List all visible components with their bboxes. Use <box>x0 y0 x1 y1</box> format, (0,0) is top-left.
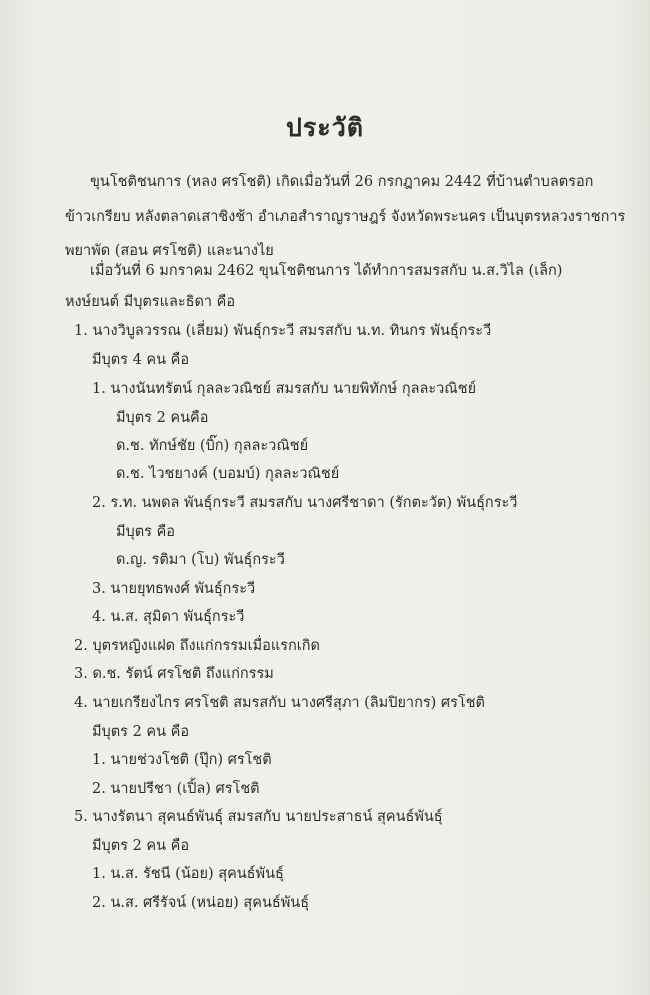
intro-line-3: พยาพัด (สอน ศรโชติ) และนางไย <box>65 243 274 259</box>
grandchild-4-1: 1. นายช่วงโชติ (ปุ๊ก) ศรโชติ <box>92 752 272 768</box>
grandchild-5-1: 1. น.ส. รัชนี (น้อย) สุคนธ์พันธุ์ <box>92 866 284 882</box>
great-grandchild-1-2-a: ด.ญ. รติมา (โบ) พันธุ์กระวี <box>116 552 285 568</box>
great-grandchild-1-1-b: ด.ช. ไวชยางค์ (บอมบ์) กุลละวณิชย์ <box>116 466 340 482</box>
grandchild-1-2: 2. ร.ท. นพดล พันธุ์กระวี สมรสกับ นางศรีชาดา (รักตะวัต) พันธุ์กระวี <box>92 495 518 511</box>
grandchild-1-2-offspring-count: มีบุตร คือ <box>116 524 175 540</box>
child-4: 4. นายเกรียงไกร ศรโชติ สมรสกับ นางศรีสุภา (ลิมปิยากร) ศรโชติ <box>74 695 485 711</box>
page-title: ประวัติ <box>286 113 364 142</box>
child-1: 1. นางวิบูลวรรณ (เลี่ยม) พันธุ์กระวี สมรสกับ น.ท. ทินกร พันธุ์กระวี <box>74 323 492 339</box>
grandchild-5-2: 2. น.ส. ศรีรัจน์ (หน่อย) สุคนธ์พันธุ์ <box>92 895 310 911</box>
grandchild-1-4: 4. น.ส. สุมิดา พันธุ์กระวี <box>92 609 245 625</box>
marriage-line-2: หงษ์ยนต์ มีบุตรและธิดา คือ <box>65 294 236 310</box>
marriage-line-1: เมื่อวันที่ 6 มกราคม 2462 ขุนโชติชนการ ได้ทำการสมรสกับ น.ส.วิไล (เล็ก) <box>90 263 563 279</box>
grandchild-1-3: 3. นายยุทธพงศ์ พันธุ์กระวี <box>92 581 256 597</box>
child-5-offspring-count: มีบุตร 2 คน คือ <box>92 838 190 854</box>
intro-line-2: ข้าวเกรียบ หลังตลาดเสาชิงช้า อำเภอสำราญราษฎร์ จังหวัดพระนคร เป็นบุตรหลวงราชการ <box>65 209 626 225</box>
child-4-offspring-count: มีบุตร 2 คน คือ <box>92 724 190 740</box>
grandchild-4-2: 2. นายปรีชา (เปิ้ล) ศรโชติ <box>92 781 260 797</box>
intro-line-1: ขุนโชติชนการ (หลง ศรโชติ) เกิดเมื่อวันที่ 26 กรกฎาคม 2442 ที่บ้านตำบลตรอก <box>90 174 594 190</box>
grandchild-1-1-offspring-count: มีบุตร 2 คนคือ <box>116 410 209 426</box>
child-3: 3. ด.ช. รัตน์ ศรโชติ ถึงแก่กรรม <box>74 666 274 682</box>
child-2: 2. บุตรหญิงแฝด ถึงแก่กรรมเมื่อแรกเกิด <box>74 638 320 654</box>
grandchild-1-1: 1. นางนันทรัตน์ กุลละวณิชย์ สมรสกับ นายพิทักษ์ กุลละวณิชย์ <box>92 381 477 397</box>
great-grandchild-1-1-a: ด.ช. ทักษ์ชัย (บิ๊ก) กุลละวณิชย์ <box>116 438 309 454</box>
child-1-offspring-count: มีบุตร 4 คน คือ <box>92 352 190 368</box>
child-5: 5. นางรัตนา สุคนธ์พันธุ์ สมรสกับ นายประสาธน์ สุคนธ์พันธุ์ <box>74 809 443 825</box>
